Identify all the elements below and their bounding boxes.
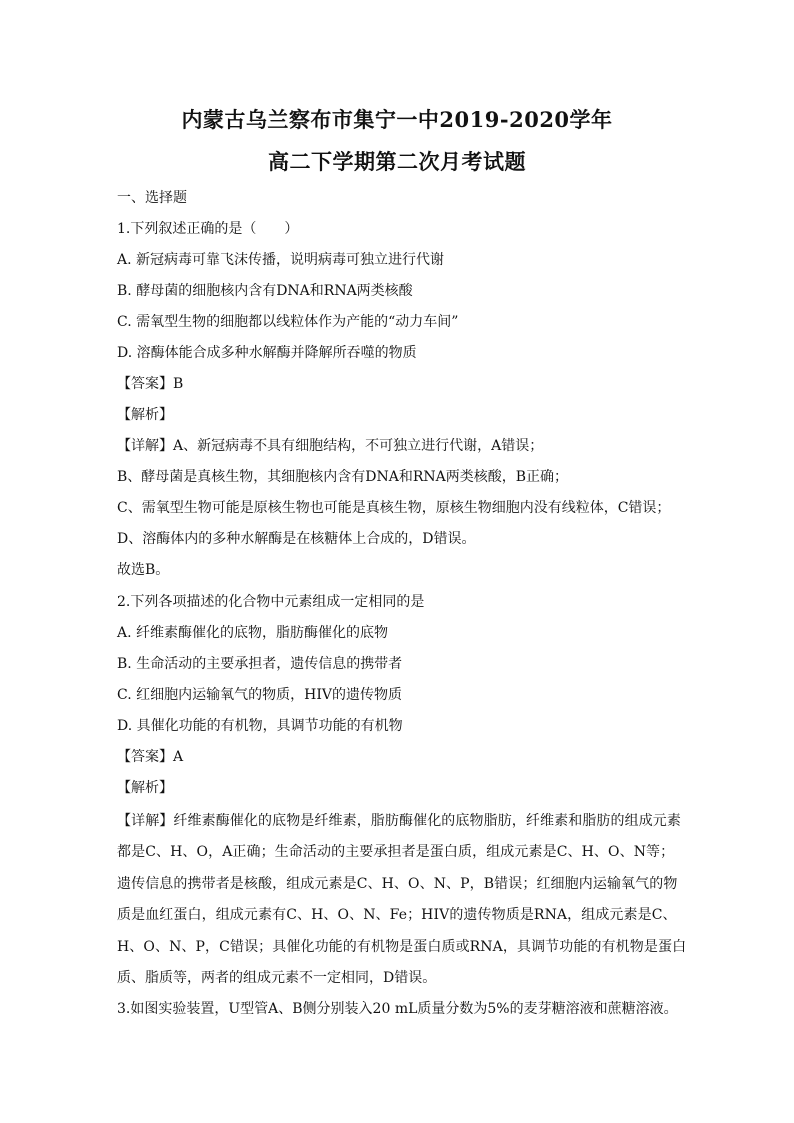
question-3-stem: 3.如图实验装置，U型管A、B侧分别装入20 mL质量分数为5%的麦芽糖溶液和蔗糖溶液。: [117, 1001, 678, 1017]
q1-conclusion: 故选B。: [117, 562, 170, 578]
q1-option-c: C. 需氧型生物的细胞都以线粒体作为产能的“动力车间”: [117, 314, 459, 330]
q2-explain-line: 质是血红蛋白，组成元素有C、H、O、N、Fe；HIV的遗传物质是RNA，组成元素是C、: [117, 907, 677, 923]
document-title: 内蒙古乌兰察布市集宁一中2019-2020学年: [181, 107, 613, 132]
q2-option-c: C. 红细胞内运输氧气的物质，HIV的遗传物质: [117, 687, 402, 703]
q1-explain-line: 【详解】A、新冠病毒不具有细胞结构，不可独立进行代谢，A错误；: [117, 438, 544, 454]
q1-explain-line: B、酵母菌是真核生物，其细胞核内含有DNA和RNA两类核酸，B正确；: [117, 469, 569, 485]
q1-option-b: B. 酵母菌的细胞核内含有DNA和RNA两类核酸: [117, 283, 413, 299]
q1-explain-line: C、需氧型生物可能是原核生物也可能是真核生物，原核生物细胞内没有线粒体，C错误；: [117, 500, 671, 516]
section-heading: 一、选择题: [117, 190, 187, 206]
question-2-stem: 2.下列各项描述的化合物中元素组成一定相同的是: [117, 594, 425, 610]
q2-option-a: A. 纤维素酶催化的底物，脂肪酶催化的底物: [117, 625, 389, 641]
document-subtitle: 高二下学期第二次月考试题: [268, 149, 526, 174]
q2-explain-line: 遗传信息的携带者是核酸，组成元素是C、H、O、N、P，B错误；红细胞内运输氧气的物: [117, 876, 678, 892]
question-1-stem: 1.下列叙述正确的是（ ）: [117, 221, 299, 237]
q2-option-b: B. 生命活动的主要承担者，遗传信息的携带者: [117, 656, 403, 672]
q1-answer: 【答案】B: [117, 376, 184, 392]
q1-option-a: A. 新冠病毒可靠飞沫传播，说明病毒可独立进行代谢: [117, 252, 445, 268]
q2-analysis-label: 【解析】: [117, 780, 173, 796]
q2-explain-line: 都是C、H、O，A正确；生命活动的主要承担者是蛋白质，组成元素是C、H、O、N等；: [117, 844, 675, 860]
q1-option-d: D. 溶酶体能合成多种水解酶并降解所吞噬的物质: [117, 345, 417, 361]
q1-explain-line: D、溶酶体内的多种水解酶是在核糖体上合成的，D错误。: [117, 531, 476, 547]
q2-explain-line: H、O、N、P，C错误；具催化功能的有机物是蛋白质或RNA，具调节功能的有机物是蛋白: [117, 939, 687, 955]
q2-explain-line: 【详解】纤维素酶催化的底物是纤维素，脂肪酶催化的底物脂肪，纤维素和脂肪的组成元素: [117, 813, 681, 829]
q2-option-d: D. 具催化功能的有机物，具调节功能的有机物: [117, 718, 403, 734]
q2-answer: 【答案】A: [117, 749, 184, 765]
q2-explain-line: 质、脂质等，两者的组成元素不一定相同，D错误。: [117, 970, 437, 986]
q1-analysis-label: 【解析】: [117, 407, 173, 423]
